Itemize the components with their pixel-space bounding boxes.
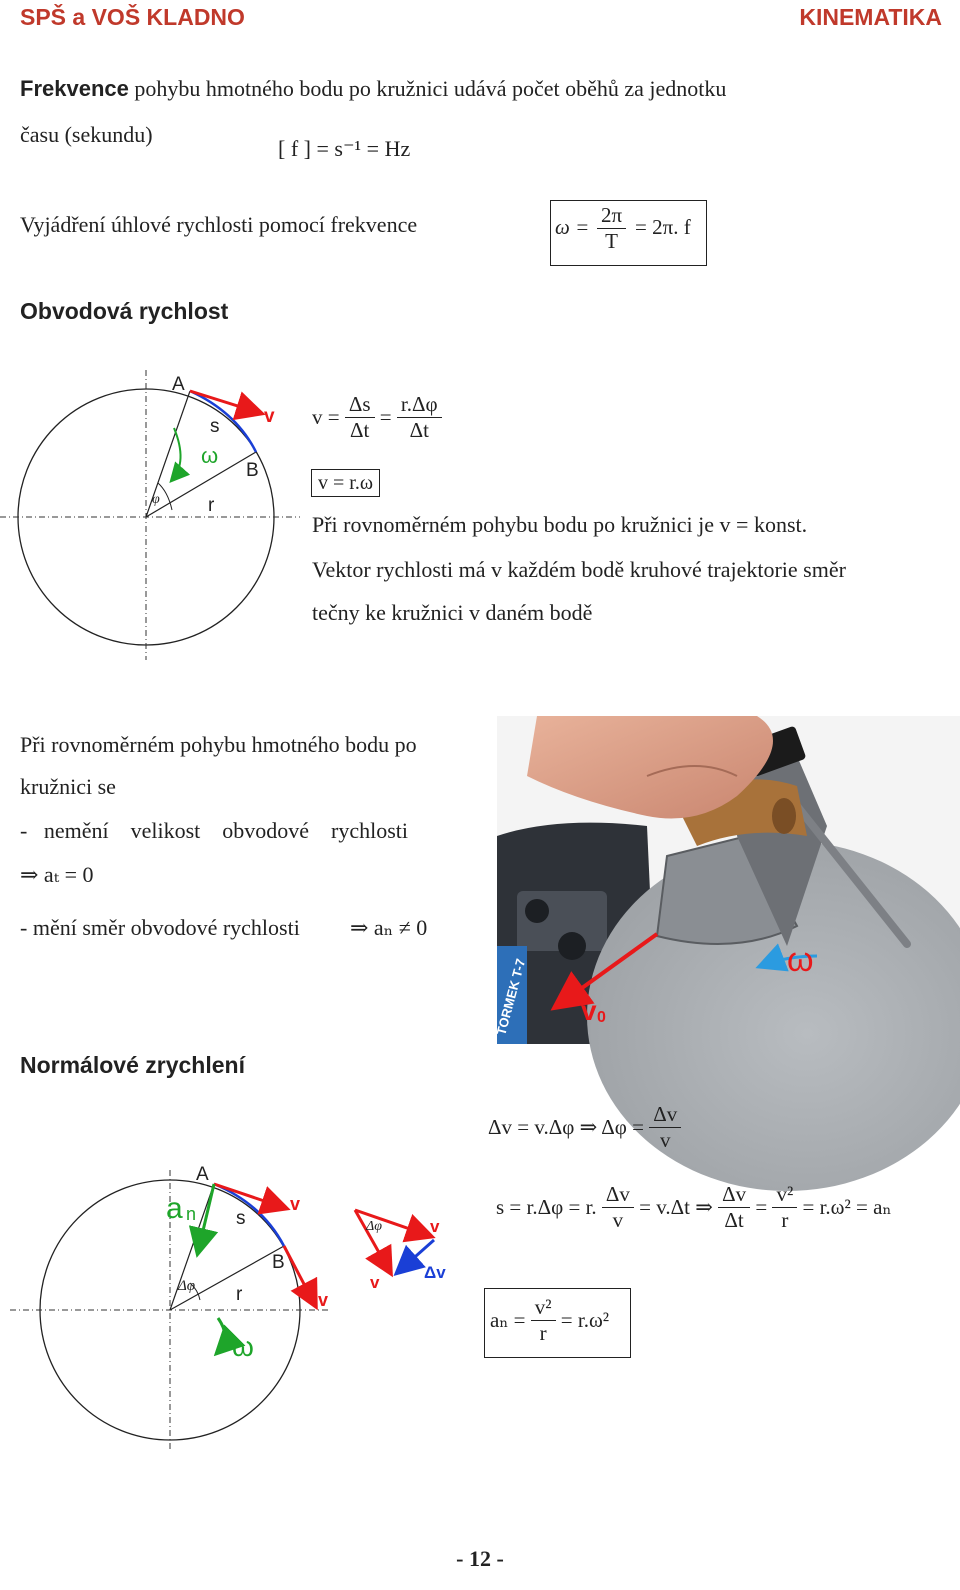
frequency-paragraph [20,76,726,102]
velocity-f1-num: Δs [345,392,375,418]
normal-eq2-c: = [755,1195,768,1219]
label-B: B [246,460,259,481]
omega-formula-box [550,200,707,266]
uniform-line2: kružnici se [20,774,116,799]
velocity-f2-den: Δt [409,418,429,442]
frequency-text: pohybu hmotného bodu po kružnici udává počet oběhů za jednotku [128,76,727,101]
normal-eq1-den: v [660,1128,671,1152]
velocity-diagram [0,370,300,670]
uniform-line3: - nemění velikost obvodové rychlosti [20,818,408,843]
label-v1-2: v [290,1194,301,1214]
normal-box-lhs: aₙ = [490,1308,526,1332]
uniform-line4: ⇒ aₜ = 0 [20,862,94,887]
header-school: SPŠ a VOŠ KLADNO [20,4,245,30]
label-phi: φ [152,492,160,507]
label-dphi-2: Δφ [178,1278,196,1294]
grinder-photo [493,716,960,1044]
omega-arrow-icon-2 [218,1318,225,1352]
normal-eq2 [496,1182,892,1233]
photo-label-omega: ω [787,941,814,979]
frequency-text-line2: času (sekundu) [20,122,153,147]
normal-eq1-text: Δv = v.Δφ ⇒ Δφ = [488,1115,645,1139]
normal-eq2-f1-den: v [612,1208,624,1232]
frequency-term: Frekvence [20,76,129,101]
triangle-label-dphi: Δφ [366,1219,382,1234]
photo-label-v0-sub: 0 [597,1009,606,1026]
vector-triangle-diagram [350,1200,470,1300]
frequency-unit-formula: [ f ] = s⁻¹ = Hz [278,136,411,161]
velocity-f2-num: r.Δφ [397,392,442,418]
section-velocity-title: Obvodová rychlost [20,298,229,324]
label-an-sub: n [186,1204,197,1224]
omega-rhs: = 2π. f [635,215,691,239]
photo-label-v0: v [581,995,597,1026]
photo-brand: TORMEK T-7 [493,957,529,1037]
page-number: - 12 - [456,1546,504,1571]
velocity-boxed-formula: v = r.ω [311,469,380,497]
normal-boxed-formula [484,1288,631,1358]
normal-eq1 [488,1102,681,1153]
label-B-2: B [272,1252,285,1273]
label-r: r [208,495,215,516]
omega-fraction [597,203,626,254]
label-r-2: r [236,1284,243,1305]
normal-box-rhs: = r.ω² [560,1308,610,1332]
normal-box-den: r [539,1321,547,1345]
label-A-2: A [196,1164,209,1185]
triangle-label-v1: v [430,1217,440,1236]
label-s-2: s [236,1208,246,1229]
normal-eq2-f2-den: Δt [724,1208,744,1232]
triangle-label-dv: Δv [424,1263,446,1282]
arc-s-2 [214,1184,284,1246]
normal-eq2-f3-den: r [781,1208,789,1232]
velocity-vector [190,391,260,413]
omega-den: T [605,229,618,253]
normal-eq2-a: s = r.Δφ = r. [496,1195,597,1219]
uniform-line5: - mění směr obvodové rychlosti [20,915,300,940]
normal-eq2-d: = r.ω² = aₙ [802,1195,892,1219]
velocity-lhs: v = [312,405,340,429]
header-subject: KINEMATIKA [799,4,942,30]
angular-from-freq-text: Vyjádření úhlové rychlosti pomocí frekvence [20,212,418,237]
label-omega: ω [201,443,219,468]
label-A: A [172,374,185,395]
section-normal-title: Normálové zrychlení [20,1052,245,1078]
normal-acc-vector [198,1184,214,1252]
triangle-label-v2: v [370,1273,380,1292]
normal-acc-diagram [0,1160,340,1460]
label-v2-2: v [318,1290,329,1310]
label-s: s [210,416,220,437]
label-v: v [264,406,275,427]
velocity-formula [312,392,442,443]
velocity-f1-den: Δt [350,418,370,442]
uniform-line1: Při rovnoměrném pohybu hmotného bodu po [20,732,417,757]
normal-eq2-f1-num: Δv [602,1182,634,1208]
label-an: a [166,1192,183,1225]
normal-eq1-num: Δv [649,1102,681,1128]
velocity-line2: Vektor rychlosti má v každém bodě kruhové trajektorie směr [312,557,846,582]
omega-lhs: ω = [555,215,590,239]
normal-eq2-f3-num: v² [772,1182,797,1208]
normal-eq2-f2-num: Δv [718,1182,750,1208]
grinder-illustration [493,716,960,1044]
uniform-line5-formula: ⇒ aₙ ≠ 0 [350,915,428,940]
normal-box-num: v² [531,1295,556,1321]
omega-num: 2π [597,203,626,229]
velocity-line1: Při rovnoměrném pohybu bodu po kružnici je v = konst. [312,512,808,537]
velocity-line3: tečny ke kružnici v daném bodě [312,600,593,625]
omega-arrow-icon [172,428,181,480]
label-omega-2: ω [232,1331,254,1362]
velocity-eq: = [379,405,392,429]
normal-eq2-b: = v.Δt ⇒ [639,1195,713,1219]
